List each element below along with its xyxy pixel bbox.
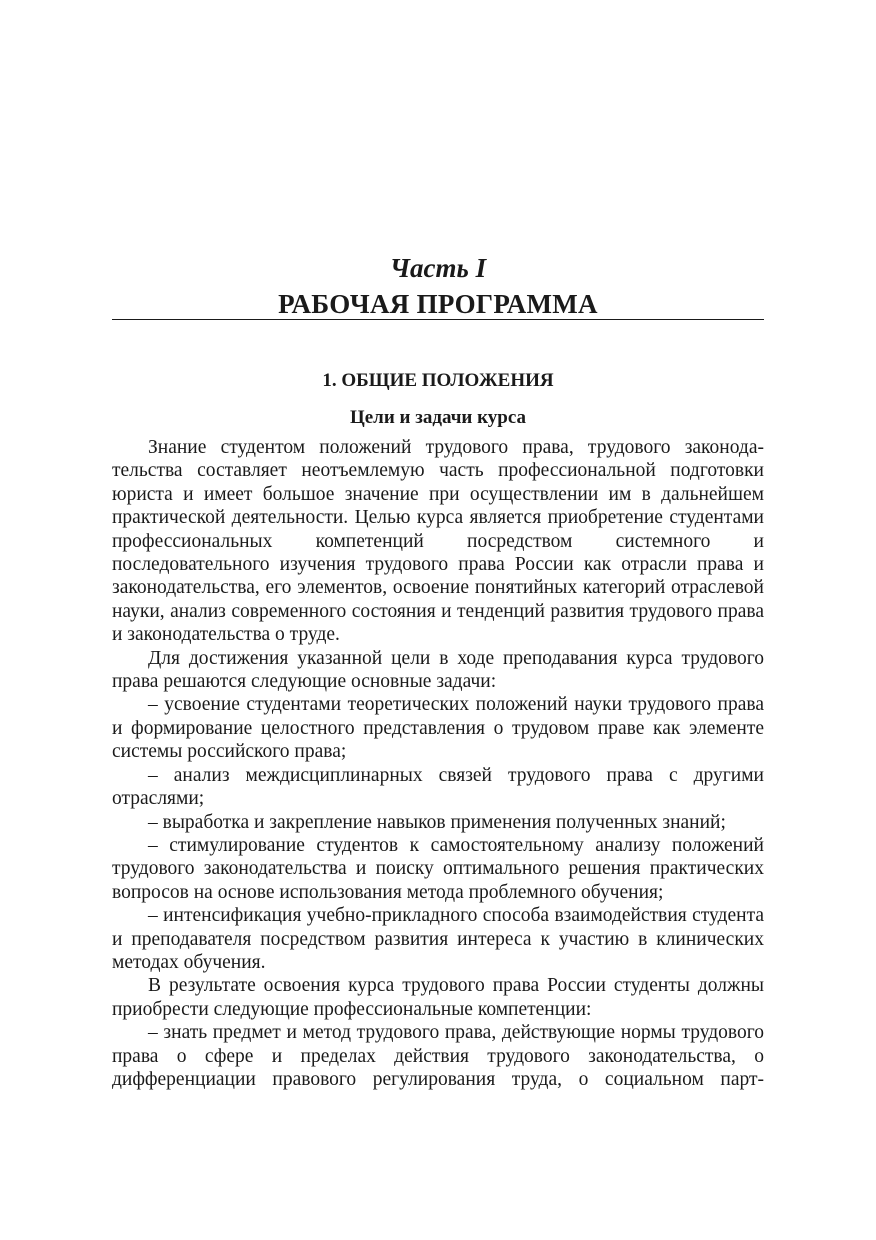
section-title: 1. ОБЩИЕ ПОЛОЖЕНИЯ <box>322 370 554 391</box>
heading-divider <box>112 319 764 320</box>
paragraph-competencies-lead: В результате освоения курса трудового права России студенты должны приобрести следующие профессиональные компетенции: <box>112 975 764 1020</box>
body-text <box>112 436 764 1091</box>
list-item-competency: – знать предмет и метод трудового права, действующие нормы трудового права о сфере и пределах действия трудового законодательства, о дифференциации правового регулирования труда, о социальном парт- <box>112 1022 764 1090</box>
part-label: Часть I <box>389 253 487 283</box>
document-page <box>112 0 764 1240</box>
part-title: РАБОЧАЯ ПРОГРАММА <box>278 289 598 319</box>
list-item-task: – усвоение студентами теоретических положений науки трудового права и формирование целостного представления о трудовом праве как элементе системы российского права; <box>112 694 764 763</box>
list-item-task: – стимулирование студентов к самостоятельному анализу положений трудового законодательства и поиску оптимального решения практических вопросов на основе использования метода проблемного обучения; <box>112 834 764 903</box>
part-heading <box>112 250 764 322</box>
list-item-task: – анализ междисциплинарных связей трудового права с другими отраслями; <box>112 764 764 810</box>
list-item-task: – выработка и закрепление навыков применения полученных знаний; <box>148 811 726 833</box>
list-item-task: – интенсификация учебно-прикладного способа взаимодействия студента и преподавателя посредством развития интереса к участию в клинических методах обучения. <box>112 905 764 973</box>
paragraph-tasks-lead: Для достижения указанной цели в ходе преподавания курса трудового права решаются следующие основные задачи: <box>112 647 764 693</box>
subsection-title: Цели и задачи курса <box>349 407 527 428</box>
paragraph-intro: Знание студентом положений трудового права, трудового законодательства составляет неотъемлемую часть профессиональной подготовки юриста и имеет большое значение при осуществлении им в дальнейшем практической деятельности. Целью курса является приобретение студентами профессиональных компетенций посредством системного и последовательного изучения трудового права России как отрасли права и законодательства, его элементов, освоение понятийных категорий отраслевой науки, анализ современного состояния и тенденций развития трудового права и законодательства о труде. <box>112 437 764 646</box>
